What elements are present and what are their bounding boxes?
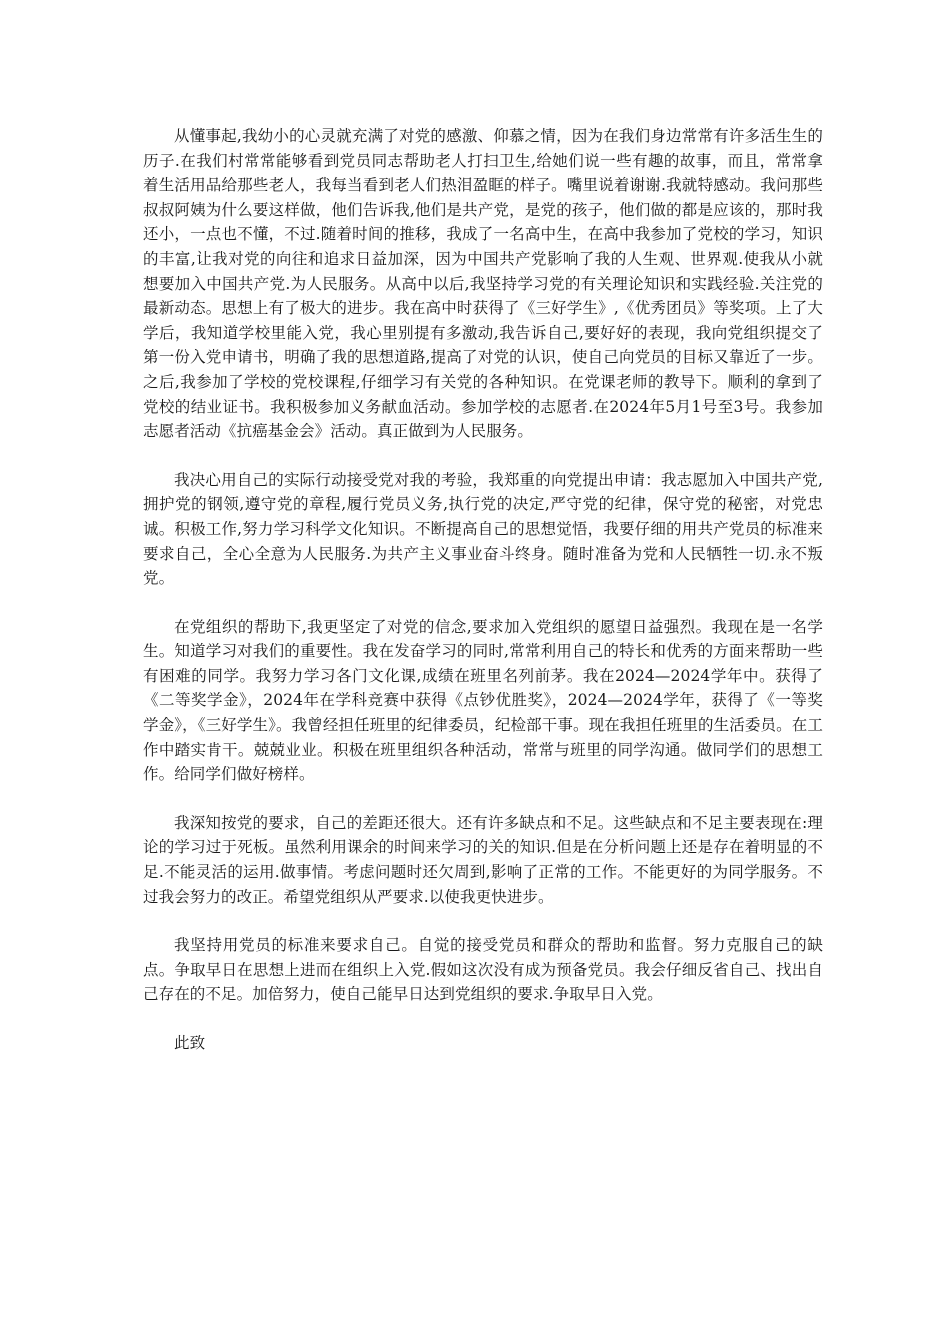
closing-salutation: 此致 xyxy=(174,1034,206,1052)
paragraph-3: 在党组织的帮助下,我更坚定了对党的信念,要求加入党组织的愿望日益强烈。我现在是一名学生。知道学习对我们的重要性。我在发奋学习的同时,常常利用自己的特长和优秀的方面来帮助一些有困难的同学。我努力学习各门文化课,成绩在班里名列前茅。我在2024—2024学年中。获得了《二等奖学金》，2024年在学科竞赛中获得《点钞优胜奖》，2024—2024学年，获得了《一等奖学金》，《三好学生》。我曾经担任班里的纪律委员，纪检部干事。现在我担任班里的生活委员。在工作中踏实肯干。兢兢业业。积极在班里组织各种活动，常常与班里的同学沟通。做同学们的思想工作。给同学们做好榜样。 xyxy=(143,617,823,784)
paragraph-5: 我坚持用党员的标准来要求自己。自觉的接受党员和群众的帮助和监督。努力克服自己的缺点。争取早日在思想上进而在组织上入党.假如这次没有成为预备党员。我会仔细反省自己、找出自己存在的不足。加倍努力，使自己能早日达到党组织的要求.争取早日入党。 xyxy=(143,936,823,1004)
paragraph-1: 从懂事起,我幼小的心灵就充满了对党的感激、仰慕之情，因为在我们身边常常有许多活生生的历子.在我们村常常能够看到党员同志帮助老人打扫卫生,给她们说一些有趣的故事，而且，常常拿着生活用品给那些老人，我每当看到老人们热泪盈眶的样子。嘴里说着谢谢.我就特感动。我问那些叔叔阿姨为什么要这样做，他们告诉我,他们是共产党，是党的孩子，他们做的都是应该的，那时我还小，一点也不懂，不过.随着时间的推移，我成了一名高中生，在高中我参加了党校的学习，知识的丰富,让我对党的向往和追求日益加深，因为中国共产党影响了我的人生观、世界观.使我从小就想要加入中国共产党.为人民服务。从高中以后,我坚持学习党的有关理论知识和实践经验.关注党的最新动态。思想上有了极大的进步。我在高中时获得了《三好学生》,《优秀团员》等奖项。上了大学后，我知道学校里能入党，我心里别提有多激动,我告诉自己,要好好的表现，我向党组织提交了第一份入党申请书，明确了我的思想道路,提高了对党的认识，使自己向党员的目标又靠近了一步。之后,我参加了学校的党校课程,仔细学习有关党的各种知识。在党课老师的教导下。顺利的拿到了党校的结业证书。我积极参加义务献血活动。参加学校的志愿者.在2024年5月1号至3号。我参加志愿者活动《抗癌基金会》活动。真正做到为人民服务。 xyxy=(143,127,823,441)
document-page xyxy=(143,124,823,1056)
paragraph-4: 我深知按党的要求，自己的差距还很大。还有许多缺点和不足。这些缺点和不足主要表现在:理论的学习过于死板。虽然利用课余的时间来学习的关的知识.但是在分析问题上还是存在着明显的不足.不能灵活的运用.做事情。考虑问题时还欠周到,影响了正常的工作。不能更好的为同学服务。不过我会努力的改正。希望党组织从严要求.以使我更快进步。 xyxy=(143,813,823,906)
paragraph-2: 我决心用自己的实际行动接受党对我的考验，我郑重的向党提出申请：我志愿加入中国共产党,拥护党的钢领,遵守党的章程,履行党员义务,执行党的决定,严守党的纪律，保守党的秘密，对党忠诚。积极工作,努力学习科学文化知识。不断提高自己的思想觉悟，我要仔细的用共产党员的标准来要求自己，全心全意为人民服务.为共产主义事业奋斗终身。随时准备为党和人民牺牲一切.永不叛党。 xyxy=(143,470,823,588)
